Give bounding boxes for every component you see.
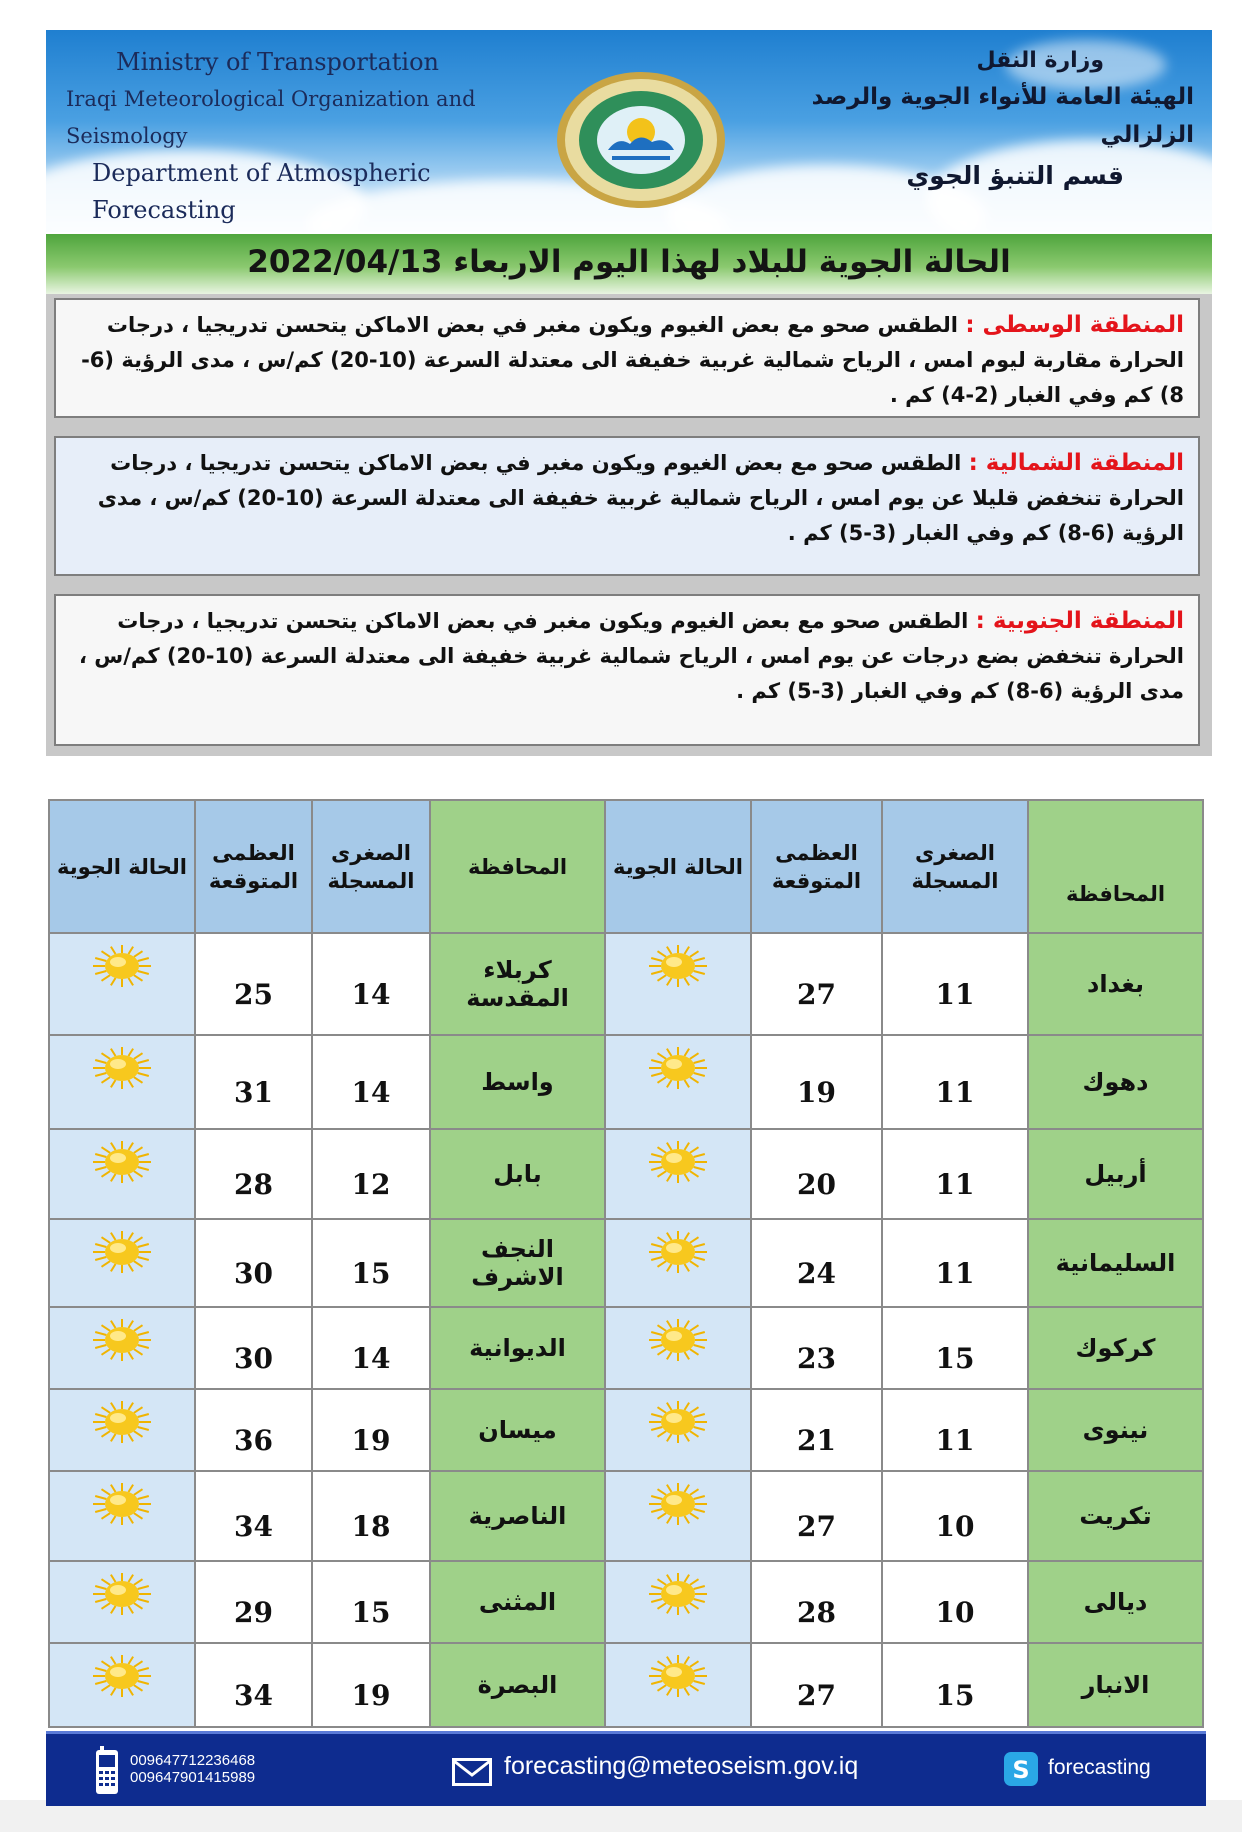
max-temperature: 27 — [751, 1471, 882, 1561]
min-temperature: 10 — [882, 1471, 1028, 1561]
header-ministry-en: Ministry of Transportation — [116, 48, 439, 76]
table-row — [49, 1389, 1203, 1471]
min-temperature: 12 — [312, 1129, 430, 1219]
region-south — [54, 594, 1200, 746]
header-condition-left: الحالة الجوية — [49, 800, 195, 933]
header-min-left: الصغرى المسجلة — [312, 800, 430, 933]
province-name: ديالى — [1028, 1561, 1203, 1643]
sun-icon — [49, 1035, 195, 1129]
province-name: بغداد — [1028, 933, 1203, 1035]
max-temperature: 25 — [195, 933, 312, 1035]
max-temperature: 34 — [195, 1643, 312, 1727]
min-temperature: 11 — [882, 933, 1028, 1035]
max-temperature: 20 — [751, 1129, 882, 1219]
min-temperature: 11 — [882, 1129, 1028, 1219]
sun-icon — [605, 1643, 751, 1727]
max-temperature: 19 — [751, 1035, 882, 1129]
max-temperature: 23 — [751, 1307, 882, 1389]
header-ministry-ar: وزارة النقل — [976, 48, 1104, 73]
sun-icon — [49, 933, 195, 1035]
region-north-text: الطقس صحو مع بعض الغيوم ويكون مغبر في بعض الاماكن يتحسن تدريجيا ، درجات الحرارة تنخفض قليلا عن يوم امس ، الرياح شمالية غربية خفيفة الى معتدلة السرعة (10-20) كم/س ، مدى الرؤية (6-8) كم وفي الغبار (3-5) كم . — [97, 451, 1184, 545]
sun-icon — [49, 1219, 195, 1307]
max-temperature: 34 — [195, 1471, 312, 1561]
sun-icon — [49, 1389, 195, 1471]
region-central — [54, 298, 1200, 418]
min-temperature: 11 — [882, 1035, 1028, 1129]
province-name: الناصرية — [430, 1471, 605, 1561]
header-condition-right: الحالة الجوية — [605, 800, 751, 933]
max-temperature: 30 — [195, 1219, 312, 1307]
header-min-right: الصغرى المسجلة — [882, 800, 1028, 933]
sun-icon — [605, 1219, 751, 1307]
phone-1: 009647712236468 — [130, 1752, 256, 1769]
forecast-table-body — [49, 933, 1203, 1727]
table-row — [49, 1219, 1203, 1307]
table-row — [49, 933, 1203, 1035]
max-temperature: 21 — [751, 1389, 882, 1471]
mobile-phone-icon — [94, 1746, 120, 1796]
max-temperature: 36 — [195, 1389, 312, 1471]
header-province-left: المحافظة — [430, 800, 605, 933]
phone-numbers — [130, 1752, 255, 1786]
province-name: كركوك — [1028, 1307, 1203, 1389]
region-central-text: الطقس صحو مع بعض الغيوم ويكون مغبر في بعض الاماكن يتحسن تدريجيا ، درجات الحرارة مقاربة ليوم امس ، الرياح شمالية غربية خفيفة الى معتدلة السرعة (10-20) كم/س ، مدى الرؤية (6-8) كم وفي الغبار (2-4) كم . — [81, 313, 1184, 407]
skype-icon — [1004, 1752, 1038, 1786]
header-department-en: Department of Atmospheric Forecasting — [92, 159, 431, 224]
province-name: دهوك — [1028, 1035, 1203, 1129]
max-temperature: 30 — [195, 1307, 312, 1389]
region-north — [54, 436, 1200, 576]
province-name: النجف الاشرف — [430, 1219, 605, 1307]
table-row — [49, 1561, 1203, 1643]
svg-text:S: S — [1012, 1756, 1030, 1784]
max-temperature: 28 — [751, 1561, 882, 1643]
min-temperature: 19 — [312, 1389, 430, 1471]
min-temperature: 11 — [882, 1389, 1028, 1471]
header-max-left: العظمى المتوقعة — [195, 800, 312, 933]
min-temperature: 14 — [312, 1307, 430, 1389]
table-row — [49, 1129, 1203, 1219]
header-province-right: المحافظة — [1028, 800, 1203, 933]
province-name: البصرة — [430, 1643, 605, 1727]
table-row — [49, 1643, 1203, 1727]
phone-2: 009647901415989 — [130, 1769, 256, 1786]
province-name: كربلاء المقدسة — [430, 933, 605, 1035]
header-english — [66, 44, 486, 229]
sun-icon — [49, 1561, 195, 1643]
min-temperature: 14 — [312, 1035, 430, 1129]
sun-icon — [605, 1561, 751, 1643]
sun-icon — [605, 1471, 751, 1561]
max-temperature: 29 — [195, 1561, 312, 1643]
region-north-name: المنطقة الشمالية : — [968, 450, 1184, 476]
sun-icon — [49, 1129, 195, 1219]
max-temperature: 31 — [195, 1035, 312, 1129]
sun-icon — [605, 1389, 751, 1471]
sun-icon — [605, 1307, 751, 1389]
title-bar — [46, 234, 1212, 294]
province-name: ميسان — [430, 1389, 605, 1471]
header-department-ar: قسم التنبؤ الجوي — [906, 161, 1124, 190]
province-name: الانبار — [1028, 1643, 1203, 1727]
contact-email[interactable]: forecasting@meteoseism.gov.iq — [504, 1752, 859, 1780]
sun-icon — [49, 1307, 195, 1389]
province-name: الديوانية — [430, 1307, 605, 1389]
table-row — [49, 1307, 1203, 1389]
table-row — [49, 1035, 1203, 1129]
min-temperature: 10 — [882, 1561, 1028, 1643]
sun-icon — [605, 1035, 751, 1129]
province-name: نينوى — [1028, 1389, 1203, 1471]
header-arabic — [754, 44, 1194, 198]
table-row — [49, 1471, 1203, 1561]
envelope-icon — [452, 1758, 492, 1786]
max-temperature: 24 — [751, 1219, 882, 1307]
max-temperature: 27 — [751, 1643, 882, 1727]
forecast-table — [48, 799, 1204, 1728]
min-temperature: 15 — [882, 1643, 1028, 1727]
region-south-name: المنطقة الجنوبية : — [975, 608, 1184, 634]
header-organization-en: Iraqi Meteorological Organization and Seismology — [66, 87, 476, 148]
region-central-name: المنطقة الوسطى : — [965, 312, 1184, 338]
min-temperature: 19 — [312, 1643, 430, 1727]
regions-panel — [46, 294, 1212, 756]
province-name: بابل — [430, 1129, 605, 1219]
province-name: واسط — [430, 1035, 605, 1129]
max-temperature: 27 — [751, 933, 882, 1035]
min-temperature: 15 — [882, 1307, 1028, 1389]
header-max-right: العظمى المتوقعة — [751, 800, 882, 933]
header-banner — [46, 30, 1212, 232]
min-temperature: 15 — [312, 1219, 430, 1307]
skype-handle[interactable]: forecasting — [1048, 1756, 1151, 1779]
province-name: المثنى — [430, 1561, 605, 1643]
min-temperature: 15 — [312, 1561, 430, 1643]
sun-icon — [49, 1471, 195, 1561]
max-temperature: 28 — [195, 1129, 312, 1219]
contact-footer — [46, 1731, 1206, 1806]
min-temperature: 14 — [312, 933, 430, 1035]
province-name: السليمانية — [1028, 1219, 1203, 1307]
min-temperature: 11 — [882, 1219, 1028, 1307]
region-south-text: الطقس صحو مع بعض الغيوم ويكون مغبر في بعض الاماكن يتحسن تدريجيا ، درجات الحرارة تنخفض بضع درجات عن يوم امس ، الرياح شمالية غربية خفيفة الى معتدلة السرعة (10-20) كم/س ، مدى الرؤية (6-8) كم وفي الغبار (3-5) كم . — [78, 609, 1184, 703]
sun-icon — [49, 1643, 195, 1727]
sun-icon — [605, 933, 751, 1035]
meteorology-seal-icon — [556, 70, 726, 210]
min-temperature: 18 — [312, 1471, 430, 1561]
sun-icon — [605, 1129, 751, 1219]
bulletin-title: الحالة الجوية للبلاد لهذا اليوم الاربعاء 2022/04/13 — [247, 244, 1011, 280]
header-organization-ar: الهيئة العامة للأنواء الجوية والرصد الزلزالي — [811, 84, 1194, 148]
province-name: أربيل — [1028, 1129, 1203, 1219]
province-name: تكريت — [1028, 1471, 1203, 1561]
